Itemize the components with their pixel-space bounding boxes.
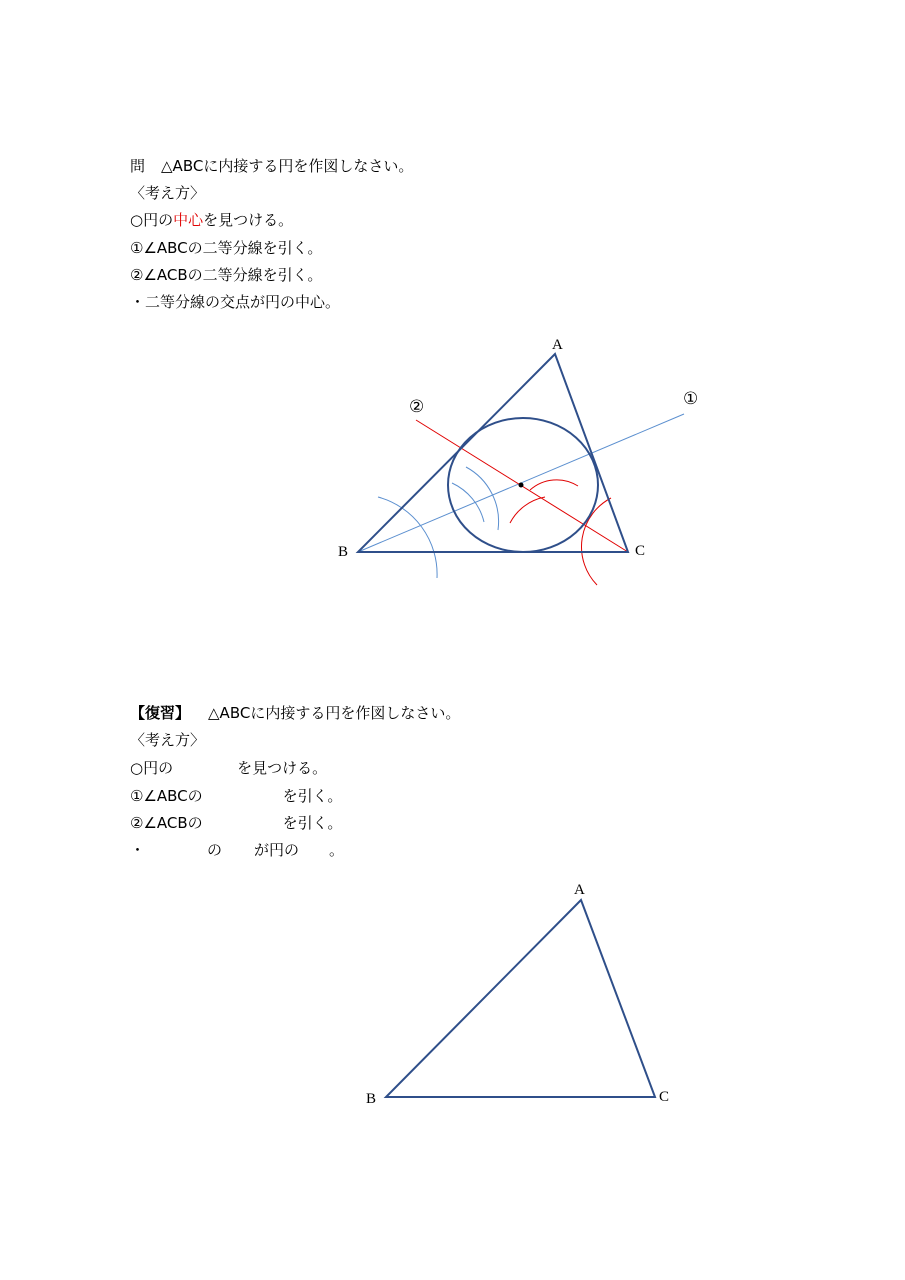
bisector1-label: ① bbox=[683, 389, 699, 408]
step-text: を見つける。 bbox=[203, 211, 294, 229]
step-text: ○円の bbox=[130, 211, 174, 229]
problem-step-3: ・二等分線の交点が円の中心。 bbox=[130, 293, 341, 311]
arc-c-intersect-1 bbox=[510, 497, 545, 523]
bisector2-label: ② bbox=[409, 397, 425, 416]
step-text: を見つける。 bbox=[237, 759, 328, 777]
arc-c-large bbox=[582, 498, 611, 585]
problem-prefix: 問 bbox=[130, 157, 146, 175]
triangle-abc-review bbox=[386, 900, 655, 1097]
step-text: を引く。 bbox=[282, 814, 343, 832]
step-text: 。 bbox=[329, 841, 345, 859]
review-approach-label: 〈考え方〉 bbox=[130, 731, 206, 749]
step-text: ・ bbox=[130, 841, 146, 859]
center-highlight: 中心 bbox=[173, 211, 204, 229]
step-text: の bbox=[207, 841, 223, 859]
figure2-label-a: A bbox=[574, 882, 585, 898]
problem-title-text: △ABCに内接する円を作図しなさい。 bbox=[161, 157, 414, 175]
incenter-point bbox=[519, 483, 524, 488]
figure2-blank bbox=[366, 882, 669, 1107]
figure2-label-c: C bbox=[659, 1089, 670, 1105]
problem-approach-label: 〈考え方〉 bbox=[130, 184, 206, 202]
step-text: を引く。 bbox=[282, 787, 343, 805]
figure2-label-b: B bbox=[366, 1091, 377, 1107]
step-text: が円の bbox=[254, 841, 300, 859]
step-text: ○円の bbox=[130, 759, 174, 777]
arc-c-intersect-2 bbox=[530, 480, 578, 490]
arc-b-intersect-2 bbox=[466, 467, 499, 530]
figure1-label-c: C bbox=[635, 543, 646, 559]
review-prefix: 【復習】 bbox=[130, 704, 191, 722]
figure1-label-a: A bbox=[552, 337, 563, 353]
figure1-label-b: B bbox=[338, 544, 349, 560]
step-text: ②∠ACBの bbox=[130, 814, 203, 832]
arc-b-large bbox=[378, 497, 437, 578]
problem-step-2: ②∠ACBの二等分線を引く。 bbox=[130, 266, 323, 284]
review-title-text: △ABCに内接する円を作図しなさい。 bbox=[208, 704, 461, 722]
figure1-construction bbox=[338, 337, 698, 585]
problem-step-1: ①∠ABCの二等分線を引く。 bbox=[130, 239, 323, 257]
step-text: ①∠ABCの bbox=[130, 787, 203, 805]
